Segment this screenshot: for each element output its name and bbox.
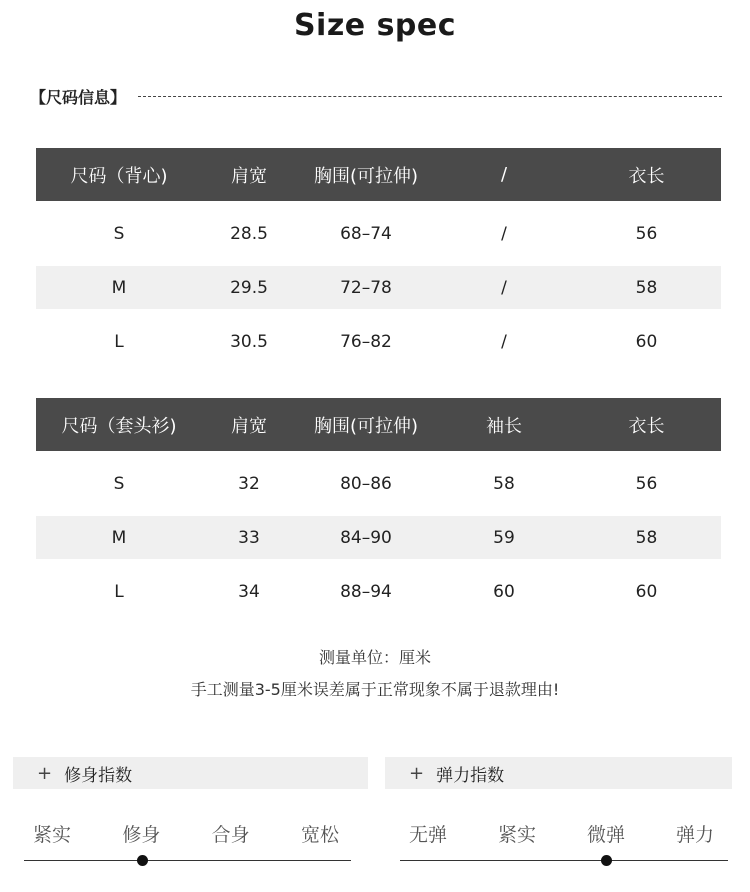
- header-cell-chest: 胸围(可拉伸): [313, 415, 419, 437]
- scale-option: 无弹: [409, 824, 448, 846]
- cell-chest: 84–90: [340, 527, 392, 548]
- cell-length: 60: [635, 331, 658, 352]
- scale-option: 修身: [122, 824, 161, 846]
- header-cell-size: 尺码（套头衫): [61, 415, 177, 437]
- header-cell-chest: 胸围(可拉伸): [313, 165, 419, 187]
- header-cell-sleeve: 袖长: [486, 415, 522, 437]
- cell-shoulder: 34: [238, 581, 260, 602]
- cell-length: 58: [635, 527, 658, 548]
- table-row: [36, 320, 721, 363]
- cell-chest: 88–94: [340, 581, 392, 602]
- fit-index-label: 修身指数: [64, 765, 133, 786]
- page-title: Size spec: [293, 8, 457, 43]
- cell-shoulder: 33: [238, 527, 260, 548]
- cell-size: L: [114, 331, 124, 352]
- cell-shoulder: 28.5: [230, 223, 268, 244]
- stretch-index-scale: [409, 820, 714, 847]
- cell-chest: 80–86: [340, 473, 392, 494]
- cell-empty: /: [501, 331, 507, 352]
- cell-size: M: [111, 277, 127, 298]
- unit-note: 测量单位：厘米: [318, 648, 431, 667]
- section-header: [30, 84, 722, 108]
- scale-option: 弹力: [675, 824, 714, 846]
- plus-icon: +: [409, 762, 425, 784]
- header-cell-length: 衣长: [628, 165, 665, 187]
- size-table-vest: [36, 148, 721, 363]
- header-cell-size: 尺码（背心): [70, 165, 168, 187]
- cell-chest: 68–74: [340, 223, 392, 244]
- cell-length: 60: [635, 581, 658, 602]
- cell-sleeve: 60: [493, 581, 515, 602]
- disclaimer-note: 手工测量3-5厘米误差属于正常现象不属于退款理由!: [190, 680, 560, 699]
- cell-chest: 76–82: [340, 331, 392, 352]
- cell-size: S: [113, 223, 125, 244]
- cell-sleeve: 58: [493, 473, 515, 494]
- plus-icon: +: [37, 762, 53, 784]
- fit-scale-line: [24, 860, 351, 861]
- cell-empty: /: [501, 223, 507, 244]
- scale-option: 紧实: [33, 824, 72, 846]
- header-cell-empty: /: [500, 164, 508, 185]
- header-cell-shoulder: 肩宽: [231, 415, 267, 437]
- cell-length: 56: [635, 473, 658, 494]
- scale-option: 紧实: [497, 824, 536, 846]
- size-table-pullover: [36, 398, 721, 613]
- table-row: [36, 266, 721, 309]
- table-header-row: [36, 398, 721, 451]
- fit-selected-dot: [137, 855, 148, 866]
- stretch-index-bar: [385, 757, 732, 789]
- table-header-row: [36, 148, 721, 201]
- scale-option: 宽松: [300, 824, 339, 846]
- cell-size: M: [111, 527, 127, 548]
- cell-size: S: [113, 473, 125, 494]
- table-row: [36, 212, 721, 255]
- stretch-index-label: 弹力指数: [436, 765, 505, 786]
- cell-length: 56: [635, 223, 658, 244]
- scale-option: 微弹: [586, 824, 625, 846]
- table-row: [36, 570, 721, 613]
- cell-shoulder: 30.5: [230, 331, 268, 352]
- cell-chest: 72–78: [340, 277, 392, 298]
- cell-empty: /: [501, 277, 507, 298]
- scale-option: 合身: [211, 824, 250, 846]
- fit-index-bar: [13, 757, 368, 789]
- cell-sleeve: 59: [493, 527, 515, 548]
- stretch-selected-dot: [601, 855, 612, 866]
- fit-index-scale: [33, 820, 339, 847]
- table-row: [36, 516, 721, 559]
- section-label: 【尺码信息】: [30, 87, 127, 107]
- table-row: [36, 462, 721, 505]
- cell-length: 58: [635, 277, 658, 298]
- dashed-divider: [138, 96, 722, 97]
- cell-size: L: [114, 581, 124, 602]
- cell-shoulder: 29.5: [230, 277, 268, 298]
- header-cell-shoulder: 肩宽: [231, 165, 267, 187]
- cell-shoulder: 32: [238, 473, 260, 494]
- header-cell-length: 衣长: [628, 415, 665, 437]
- stretch-scale-line: [400, 860, 728, 861]
